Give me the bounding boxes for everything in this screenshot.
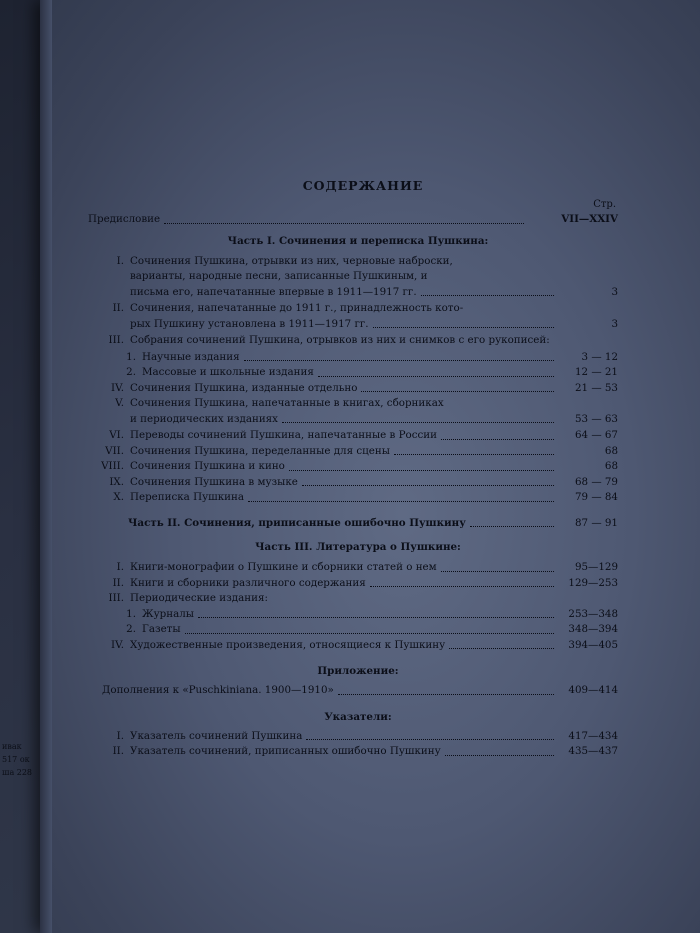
toc-entry: I. Книги-монографии о Пушкине и сборники статей о нем 95—129 bbox=[116, 561, 618, 573]
toc-entry: VIII. Сочинения Пушкина и кино 68 bbox=[101, 460, 618, 472]
toc-entry: III. Периодические издания: bbox=[108, 592, 268, 604]
toc-entry: II. Сочинения, напечатанные до 1911 г., принадлежность кото- рых Пушкину установлена в 1911—1917 гг. 3 bbox=[112, 302, 618, 330]
toc-entry: II. Указатель сочинений, приписанных ошибочно Пушкину 435—437 bbox=[112, 745, 618, 757]
page-title: СОДЕРЖАНИЕ bbox=[302, 178, 424, 193]
part-3-title: Часть III. Литература о Пушкине: bbox=[255, 541, 461, 553]
indexes-title: Указатели: bbox=[324, 710, 392, 723]
part-1-title: Часть I. Сочинения и переписка Пушкина: bbox=[227, 234, 489, 247]
toc-subentry: 1. Научные издания 3 — 12 bbox=[126, 350, 618, 363]
page-gutter bbox=[40, 0, 52, 933]
toc-subentry: 1. Журналы 253—348 bbox=[126, 607, 618, 620]
toc-subentry: 2. Массовые и школьные издания 12 — 21 bbox=[126, 366, 618, 378]
toc-entry: IV. Художественные произведения, относящиеся к Пушкину 394—405 bbox=[111, 638, 618, 651]
toc-entry: X. Переписка Пушкина 79 — 84 bbox=[113, 491, 618, 503]
toc-entry: II. Книги и сборники различного содержания 129—253 bbox=[112, 576, 618, 589]
table-of-contents bbox=[88, 178, 628, 760]
toc-entry: IX. Сочинения Пушкина в музыке 68 — 79 bbox=[109, 475, 618, 488]
adjacent-page-fragment: ивак 517 ок ша 228 bbox=[2, 742, 33, 777]
toc-entry: III. Собрания сочинений Пушкина, отрывков из них и снимков с его рукописей: bbox=[108, 334, 550, 346]
toc-entry: VI. Переводы сочинений Пушкина, напечатанные в России 64 — 67 bbox=[109, 429, 618, 441]
part-2-entry: Часть II. Сочинения, приписанные ошибочно Пушкину 87 — 91 bbox=[128, 516, 618, 529]
toc-entry: V. Сочинения Пушкина, напечатанные в книгах, сборниках и периодических изданиях 53 — 63 bbox=[115, 397, 618, 425]
appendix-title: Приложение: bbox=[317, 665, 399, 677]
pages-column-label: Стр. bbox=[593, 199, 616, 210]
toc-entry: I. Сочинения Пушкина, отрывки из них, черновые наброски, варианты, народные песни, записанные Пушкиным, и письма его, напечатанные впервые в 1911—1917 гг. 3 bbox=[116, 254, 618, 298]
toc-entry: VII. Сочинения Пушкина, переделанные для сцены 68 bbox=[105, 444, 618, 457]
toc-entry-preface: Предисловие VII—XXIV bbox=[88, 213, 618, 225]
toc-entry-appendix: Дополнения к «Puschkiniana. 1900—1910» 409—414 bbox=[102, 684, 618, 696]
toc-entry: IV. Сочинения Пушкина, изданные отдельно 21 — 53 bbox=[111, 381, 618, 394]
toc-subentry: 2. Газеты 348—394 bbox=[126, 623, 618, 635]
toc-entry: I. Указатель сочинений Пушкина 417—434 bbox=[116, 729, 618, 742]
